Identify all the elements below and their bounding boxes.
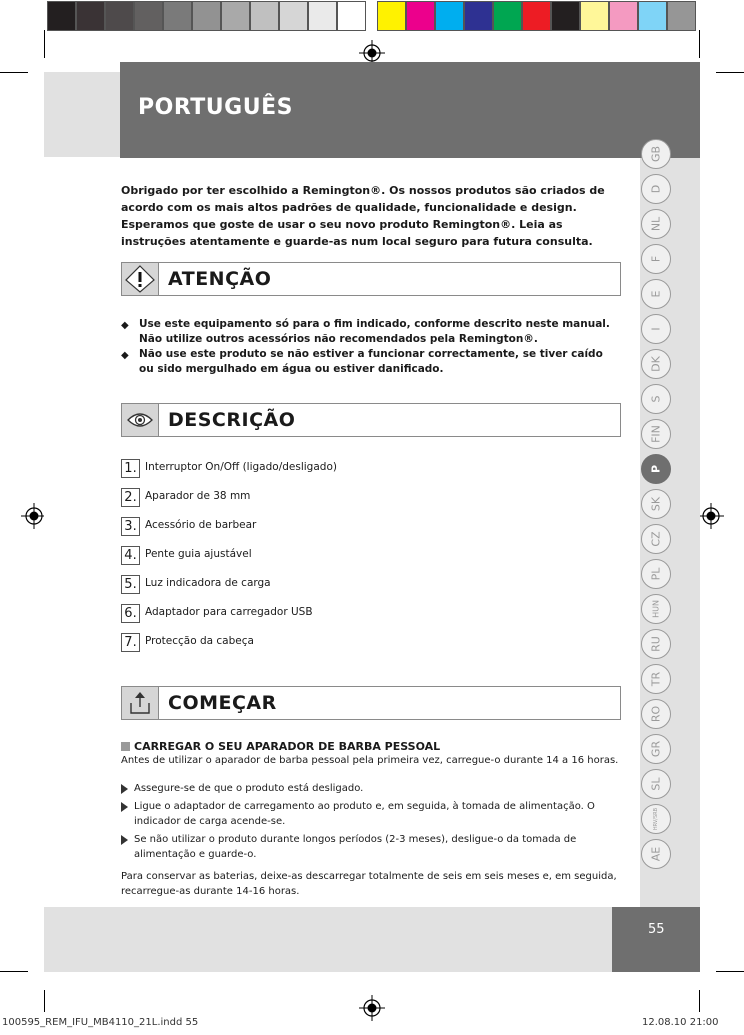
tab-i[interactable]: I xyxy=(641,314,671,344)
swatch xyxy=(377,1,406,31)
tab-sk[interactable]: SK xyxy=(641,489,671,519)
tab-d[interactable]: D xyxy=(641,174,671,204)
footer-file: 100595_REM_IFU_MB4110_21L.indd 55 xyxy=(2,1017,199,1028)
triangle-bullet-icon xyxy=(121,802,128,812)
tab-sl[interactable]: SL xyxy=(641,769,671,799)
list-item: ◆ Use este equipamento só para o fim indicado, conforme descrito neste manual. Não utilize outros acessórios não recomendados pela Remington®. xyxy=(121,318,610,345)
swatch xyxy=(464,1,493,31)
tab-f[interactable]: F xyxy=(641,244,671,274)
section-description xyxy=(121,403,621,437)
tab-nl[interactable]: NL xyxy=(641,209,671,239)
triangle-bullet-icon xyxy=(121,784,128,794)
note-paragraph: Para conservar as baterias, deixe-as descarregar totalmente de seis em seis meses e, em seguida, recarregue-as durante 14-16 horas. xyxy=(121,871,617,897)
swatch xyxy=(308,1,337,31)
swatch xyxy=(221,1,250,31)
list-item: ◆ Não use este produto se não estiver a funcionar correctamente, se tiver caído ou sido mergulhado em água ou estiver danificado. xyxy=(121,348,603,375)
swatch xyxy=(105,1,134,31)
crop-mark xyxy=(716,72,744,73)
crop-mark xyxy=(699,30,700,58)
attention-list xyxy=(121,317,621,377)
list-item: Ligue o adaptador de carregamento ao produto e, em seguida, à tomada de alimentação. O indicador de carga acende-se. xyxy=(121,799,621,829)
swatch xyxy=(192,1,221,31)
crop-mark xyxy=(44,990,45,1012)
swatch xyxy=(493,1,522,31)
list-item: Assegure-se de que o produto está desligado. xyxy=(121,781,621,796)
swatch xyxy=(250,1,279,31)
tab-ru[interactable]: RU xyxy=(641,629,671,659)
start-icon-cell xyxy=(122,687,159,719)
tab-s[interactable]: S xyxy=(641,384,671,414)
box-arrow-up-icon xyxy=(128,691,152,715)
diamond-bullet-icon: ◆ xyxy=(121,320,129,331)
eye-icon xyxy=(127,410,153,430)
tab-hun[interactable]: HUN xyxy=(641,594,671,624)
swatch xyxy=(551,1,580,31)
swatch xyxy=(638,1,667,31)
tab-cz[interactable]: CZ xyxy=(641,524,671,554)
page-number: 55 xyxy=(648,922,665,937)
section-start xyxy=(121,686,621,720)
crop-mark xyxy=(44,30,45,58)
tab-hrv-srb[interactable]: HRV/SRB xyxy=(641,804,671,834)
swatch xyxy=(134,1,163,31)
subheading: CARREGAR O SEU APARADOR DE BARBA PESSOAL xyxy=(121,740,440,753)
crop-mark xyxy=(0,72,28,73)
crop-mark xyxy=(699,990,700,1012)
triangle-bullet-icon xyxy=(121,835,128,845)
tab-gb[interactable]: GB xyxy=(641,139,671,169)
swatch xyxy=(406,1,435,31)
swatch xyxy=(279,1,308,31)
crop-mark xyxy=(0,971,28,972)
lead-paragraph: Antes de utilizar o aparador de barba pessoal pela primeira vez, carregue-o durante 14 a 16 horas. xyxy=(121,755,619,766)
attention-icon-cell xyxy=(122,263,159,295)
intro-paragraph: Obrigado por ter escolhido a Remington®. Os nossos produtos são criados de acordo com os mais altos padrões de qualidade, funcionalidade e design. Esperamos que goste de usar o seu novo produto Remington®. Leia as instruções atentamente e guarde-as num local seguro para futura consulta. xyxy=(121,184,605,248)
page-number-box xyxy=(612,907,700,972)
tab-e[interactable]: E xyxy=(641,279,671,309)
tab-p[interactable]: P xyxy=(641,454,671,484)
swatch xyxy=(435,1,464,31)
tab-dk[interactable]: DK xyxy=(641,349,671,379)
description-icon-cell xyxy=(122,404,159,436)
crop-mark xyxy=(716,971,744,972)
swatch xyxy=(522,1,551,31)
list-item: Se não utilizar o produto durante longos períodos (2-3 meses), desligue-o da tomada de alimentação e guarde-o. xyxy=(121,832,621,862)
swatch xyxy=(163,1,192,31)
section-title: COMEÇAR xyxy=(168,692,277,714)
square-bullet-icon xyxy=(121,742,130,751)
tab-ro[interactable]: RO xyxy=(641,699,671,729)
registration-mark-icon xyxy=(359,995,385,1021)
section-title: DESCRIÇÃO xyxy=(168,409,296,431)
footer-date: 12.08.10 21:00 xyxy=(642,1017,719,1028)
swatch xyxy=(76,1,105,31)
swatch xyxy=(667,1,696,31)
steps-list xyxy=(121,781,621,865)
warning-icon xyxy=(125,265,155,293)
swatch xyxy=(337,1,366,31)
tab-tr[interactable]: TR xyxy=(641,664,671,694)
section-title: ATENÇÃO xyxy=(168,268,272,290)
registration-mark-icon xyxy=(698,503,724,529)
page-title: PORTUGUÊS xyxy=(138,95,293,120)
swatch xyxy=(580,1,609,31)
diamond-bullet-icon: ◆ xyxy=(121,350,129,361)
swatch xyxy=(609,1,638,31)
tab-ae[interactable]: AE xyxy=(641,839,671,869)
section-attention xyxy=(121,262,621,296)
tab-pl[interactable]: PL xyxy=(641,559,671,589)
tab-fin[interactable]: FIN xyxy=(641,419,671,449)
swatch xyxy=(47,1,76,31)
tab-gr[interactable]: GR xyxy=(641,734,671,764)
